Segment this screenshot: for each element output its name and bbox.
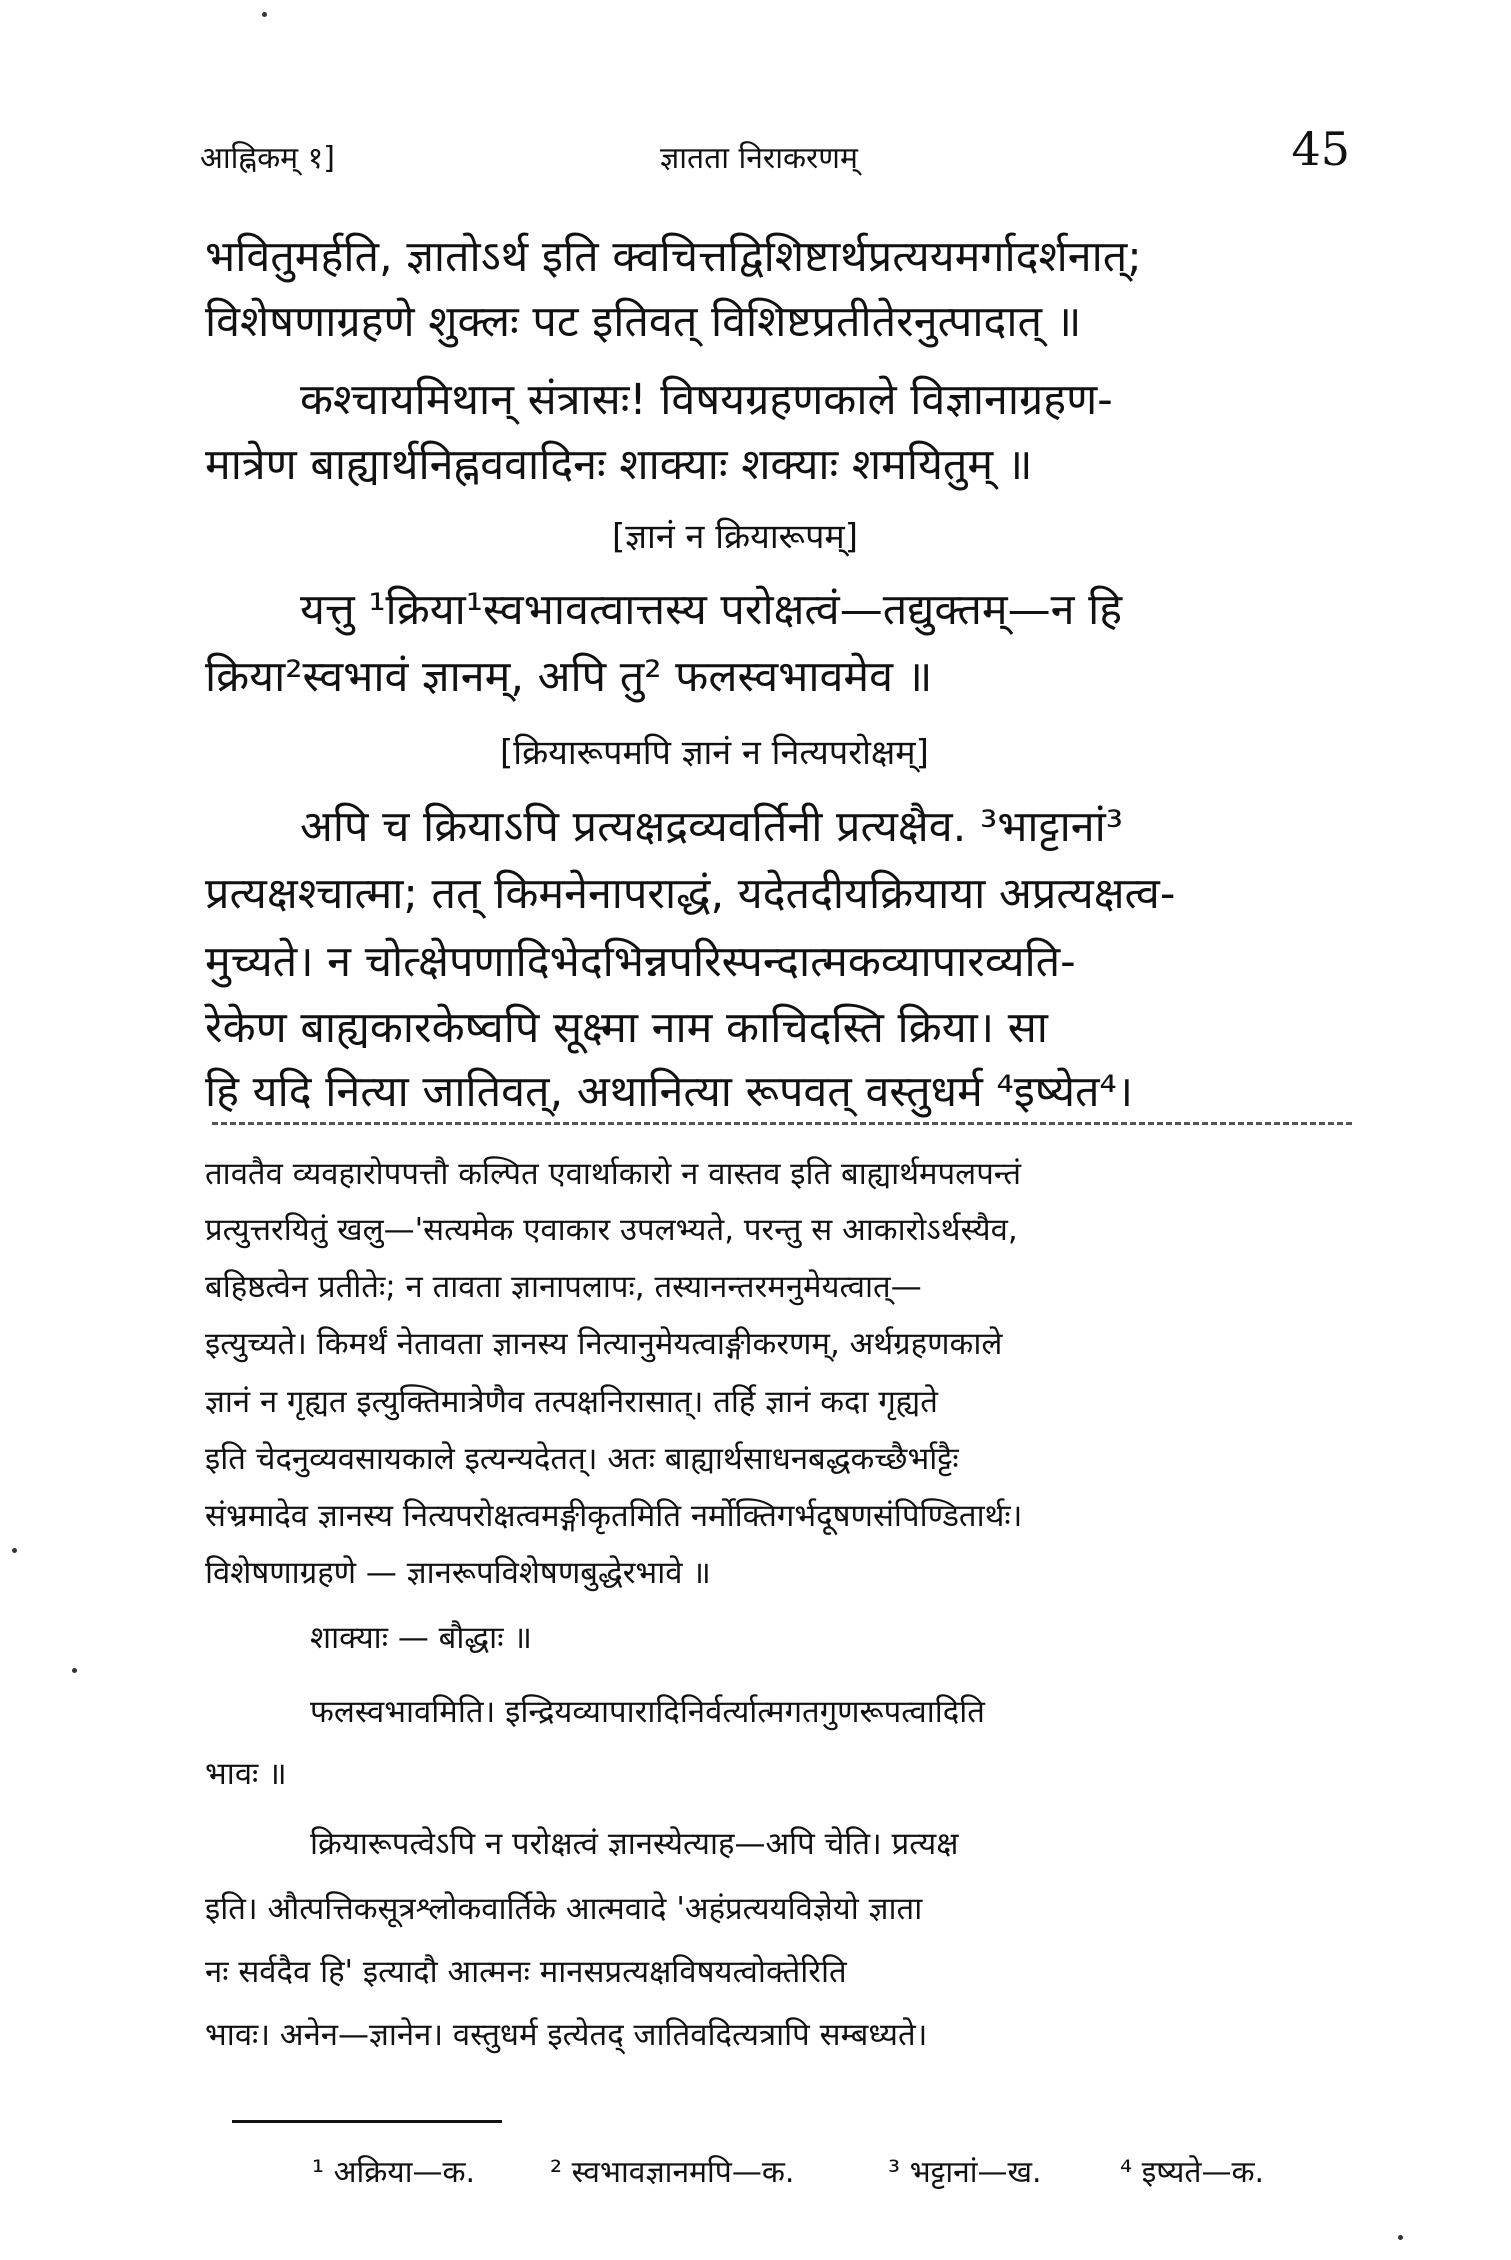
section-heading: [ज्ञानं न क्रियारूपम्] xyxy=(612,517,858,557)
scan-speck xyxy=(1398,2235,1403,2240)
scan-speck xyxy=(72,1668,77,1673)
commentary-line: क्रियारूपत्वेऽपि न परोक्षत्वं ज्ञानस्येत्याह—अपि चेति। प्रत्यक्ष xyxy=(310,1826,959,1862)
footnote: ⁴ इष्यते—क. xyxy=(1120,2155,1265,2190)
main-text-line: रेकेण बाह्यकारकेष्वपि सूक्ष्मा नाम काचिदस्ति क्रिया। सा xyxy=(205,1003,1048,1053)
main-text-line: प्रत्यक्षश्चात्मा; तत् किमनेनापराद्धं, यदेतदीयक्रियाया अप्रत्यक्षत्व- xyxy=(205,869,1176,919)
commentary-line: बहिष्ठत्वेन प्रतीतेः; न तावता ज्ञानापलापः, तस्यानन्तरमनुमेयत्वात्— xyxy=(205,1269,922,1305)
running-header xyxy=(200,122,1360,182)
main-text-line: विशेषणाग्रहणे शुक्लः पट इतिवत् विशिष्टप्रतीतेरनुत्पादात् ॥ xyxy=(205,297,1082,347)
commentary-line: शाक्याः — बौद्धाः ॥ xyxy=(310,1620,532,1656)
footnote: ¹ अक्रिया—क. xyxy=(312,2155,476,2190)
chapter-label: आह्निकम् १] xyxy=(200,141,335,176)
commentary-line: नः सर्वदैव हि' इत्यादौ आत्मनः मानसप्रत्यक्षविषयत्वोक्तेरिति xyxy=(205,1954,847,1990)
main-text-line: यत्तु ¹क्रिया¹स्वभावत्वात्तस्य परोक्षत्वं—तद्युक्तम्—न हि xyxy=(300,585,1123,635)
main-text-line: भवितुमर्हति, ज्ञातोऽर्थ इति क्वचित्तद्विशिष्टार्थप्रत्ययमर्गादर्शनात्; xyxy=(205,232,1142,282)
main-text-line: हि यदि नित्या जातिवत्, अथानित्या रूपवत् वस्तुधर्म ⁴इष्येत⁴। xyxy=(205,1067,1134,1117)
main-text-line: कश्चायमिथान् संत्रासः! विषयग्रहणकाले विज्ञानाग्रहण- xyxy=(300,375,1113,425)
footnote: ³ भट्टानां—ख. xyxy=(888,2155,1042,2190)
scan-speck xyxy=(12,1548,17,1553)
commentary-line: प्रत्युत्तरयितुं खलु—'सत्यमेक एवाकार उपलभ्यते, परन्तु स आकारोऽर्थस्यैव, xyxy=(205,1212,1018,1248)
section-heading: [क्रियारूपमपि ज्ञानं न नित्यपरोक्षम्] xyxy=(500,733,929,773)
commentary-line: तावतैव व्यवहारोपपत्तौ कल्पित एवार्थाकारो न वास्तव इति बाह्यार्थमपलपन्तं xyxy=(205,1156,1022,1192)
commentary-line: संभ्रमादेव ज्ञानस्य नित्यपरोक्षत्वमङ्गीकृतमिति नर्मोक्तिगर्भदूषणसंपिण्डितार्थः। xyxy=(205,1498,1023,1534)
commentary-line: भावः। अनेन—ज्ञानेन। वस्तुधर्म इत्येतद् जातिवदित्यत्रापि सम्बध्यते। xyxy=(205,2017,928,2053)
commentary-line: इत्युच्यते। किमर्थं नेतावता ज्ञानस्य नित्यानुमेयत्वाङ्गीकरणम्, अर्थग्रहणकाले xyxy=(205,1326,1003,1362)
commentary-line: इति चेदनुव्यवसायकाले इत्यन्यदेतत्। अतः बाह्यार्थसाधनबद्धकच्छैर्भाट्टैः xyxy=(205,1441,959,1477)
main-text-line: अपि च क्रियाऽपि प्रत्यक्षद्रव्यवर्तिनी प्रत्यक्षैव. ³भाट्टानां³ xyxy=(300,802,1123,852)
scan-speck xyxy=(262,12,267,17)
main-text-line: मुच्यते। न चोत्क्षेपणादिभेदभिन्नपरिस्पन्दात्मकव्यापारव्यति- xyxy=(205,937,1076,987)
page-number: 45 xyxy=(1291,122,1350,176)
main-text-line: मात्रेण बाह्यार्थनिह्नववादिनः शाक्याः शक्याः शमयितुम् ॥ xyxy=(205,440,1033,490)
footnote: ² स्वभावज्ञानमपि—क. xyxy=(550,2155,795,2190)
commentary-line: विशेषणाग्रहणे — ज्ञानरूपविशेषणबुद्धेरभावे ॥ xyxy=(205,1555,711,1591)
commentary-line: फलस्वभावमिति। इन्द्रियव्यापारादिनिर्वर्त्यात्मगतगुणरूपत्वादिति xyxy=(310,1694,985,1730)
main-text-line: क्रिया²स्वभावं ज्ञानम्, अपि तु² फलस्वभावमेव ॥ xyxy=(205,652,933,702)
running-title: ज्ञातता निराकरणम् xyxy=(660,141,858,176)
commentary-line: भावः ॥ xyxy=(205,1756,287,1792)
commentary-line: इति। औत्पत्तिकसूत्रश्लोकवार्तिके आत्मवादे 'अहंप्रत्ययविज्ञेयो ज्ञाता xyxy=(205,1891,923,1927)
footnote-rule xyxy=(232,2120,502,2123)
text-commentary-divider xyxy=(212,1122,1352,1129)
commentary-line: ज्ञानं न गृह्यत इत्युक्तिमात्रेणैव तत्पक्षनिरासात्। तर्हि ज्ञानं कदा गृह्यते xyxy=(205,1384,938,1420)
